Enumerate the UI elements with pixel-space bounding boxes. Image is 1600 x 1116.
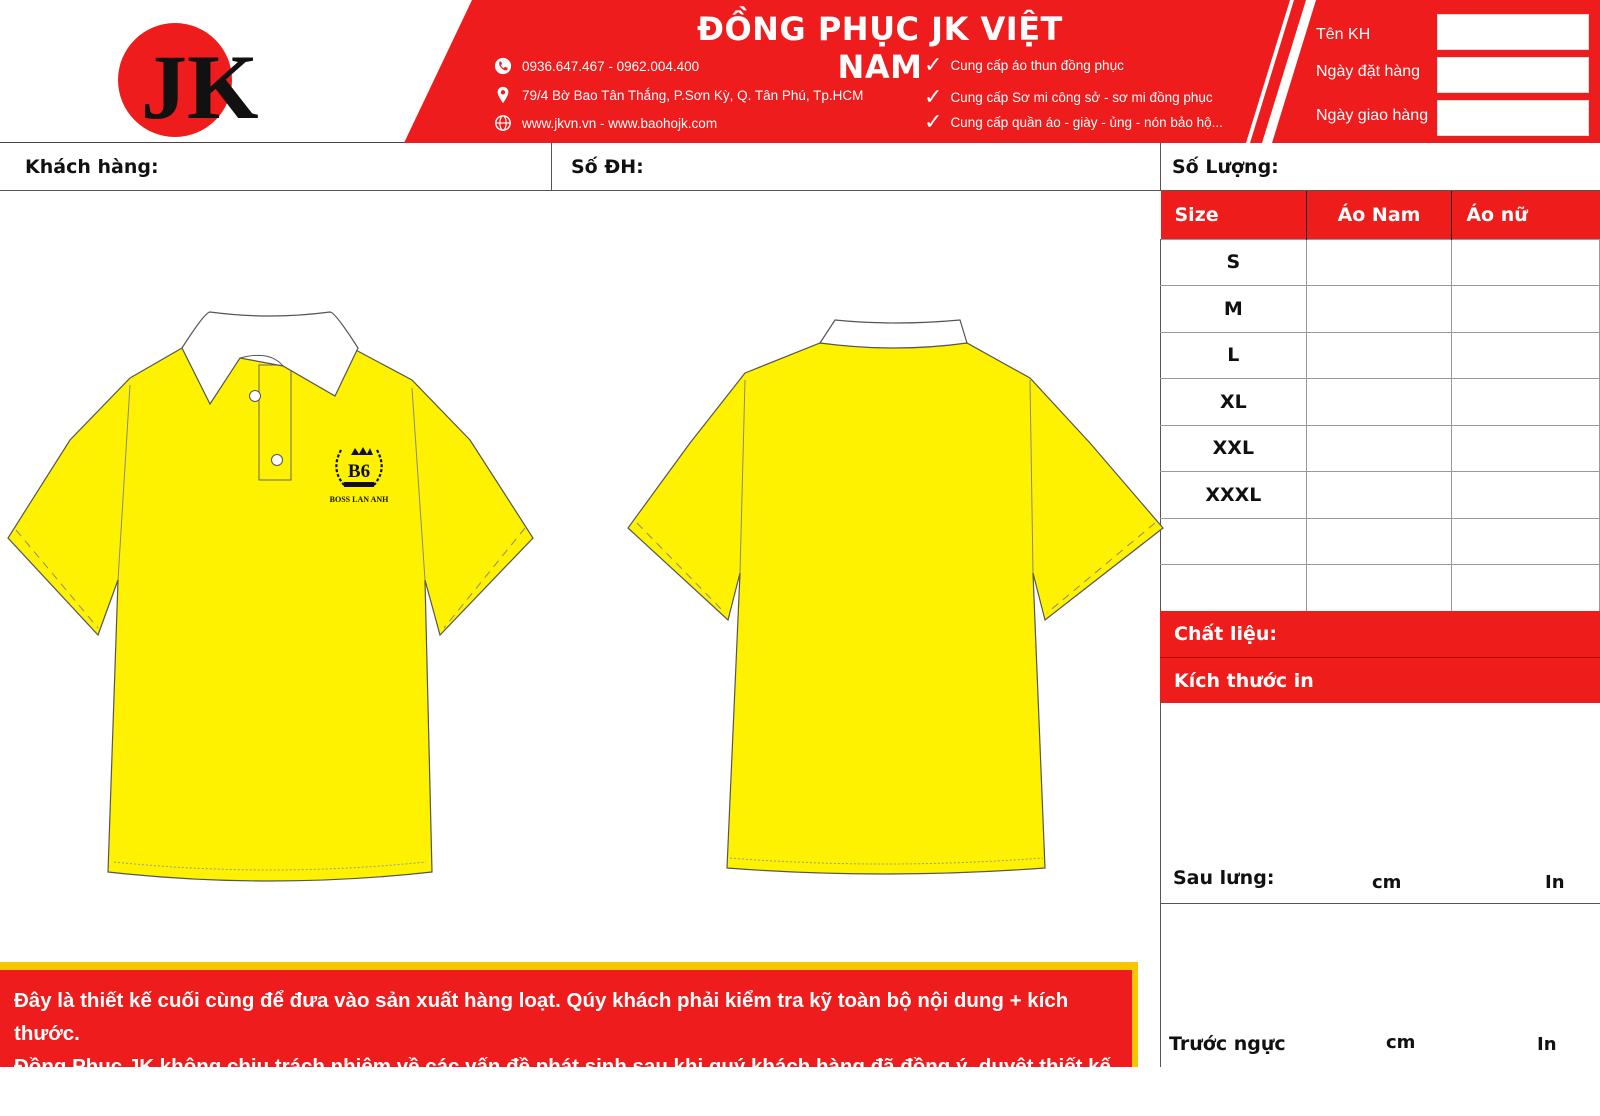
size-cell: S (1161, 239, 1307, 286)
back-unit-cm: cm (1372, 872, 1402, 893)
brand-title: ĐỒNG PHỤC JK VIỆT NAM (697, 10, 1063, 86)
contact-web-text: www.jkvn.vn - www.baohojk.com (522, 115, 718, 131)
quantity-label: Số Lượng: (1172, 156, 1279, 178)
service-item (924, 111, 1223, 133)
contact-address-text: 79/4 Bờ Bao Tân Thắng, P.Sơn Kỳ, Q. Tân Phú, Tp.HCM (522, 87, 864, 103)
customer-label: Khách hàng: (25, 156, 159, 178)
divider (1160, 903, 1600, 904)
table-row (1161, 379, 1600, 426)
size-cell (1161, 565, 1307, 612)
check-icon: ✓ (924, 52, 943, 77)
women-qty-cell[interactable] (1452, 379, 1600, 426)
back-unit-in: In (1545, 872, 1565, 893)
men-qty-cell[interactable] (1306, 472, 1452, 519)
contact-phone-text: 0936.647.467 - 0962.004.400 (522, 58, 700, 74)
front-unit-cm: cm (1386, 1032, 1416, 1053)
table-row (1161, 239, 1600, 286)
table-row (1161, 518, 1600, 565)
contact-web (494, 114, 717, 132)
service-text: Cung cấp quần áo - giày - ủng - nón bảo hộ... (950, 114, 1223, 130)
service-text: Cung cấp Sơ mi công sở - sơ mi đồng phục (950, 89, 1213, 105)
header (0, 0, 1600, 143)
men-qty-cell[interactable] (1306, 239, 1452, 286)
material-label: Chất liệu: (1160, 611, 1600, 657)
size-cell (1161, 518, 1307, 565)
women-qty-cell[interactable] (1452, 425, 1600, 472)
order-date-field[interactable] (1437, 57, 1589, 93)
women-qty-cell[interactable] (1452, 565, 1600, 612)
men-qty-cell[interactable] (1306, 565, 1452, 612)
check-icon: ✓ (924, 84, 943, 109)
size-table (1160, 191, 1600, 612)
jk-logo-icon (115, 10, 259, 138)
men-header: Áo Nam (1306, 191, 1452, 239)
women-qty-cell[interactable] (1452, 472, 1600, 519)
women-qty-cell[interactable] (1452, 286, 1600, 333)
check-icon: ✓ (924, 109, 943, 134)
women-qty-cell[interactable] (1452, 239, 1600, 286)
women-qty-cell[interactable] (1452, 332, 1600, 379)
table-row (1161, 425, 1600, 472)
service-item (924, 54, 1124, 76)
size-cell: L (1161, 332, 1307, 379)
delivery-date-field[interactable] (1437, 100, 1589, 136)
table-row (1161, 286, 1600, 333)
men-qty-cell[interactable] (1306, 379, 1452, 426)
phone-icon (494, 57, 512, 75)
shirt-front-mockup (0, 310, 545, 900)
emblem-caption: BOSS LAN ANH (329, 495, 389, 504)
logo-text: JK (141, 36, 259, 138)
delivery-date-label: Ngày giao hàng (1316, 107, 1429, 124)
front-unit-in: In (1537, 1034, 1557, 1055)
size-cell: XXL (1161, 425, 1307, 472)
order-date-label: Ngày đặt hàng (1316, 63, 1421, 80)
men-qty-cell[interactable] (1306, 286, 1452, 333)
table-row (1161, 472, 1600, 519)
men-qty-cell[interactable] (1306, 518, 1452, 565)
contact-phone (494, 57, 699, 75)
size-cell: M (1161, 286, 1307, 333)
order-info-row (0, 143, 1600, 191)
table-row (1161, 332, 1600, 379)
men-qty-cell[interactable] (1306, 425, 1452, 472)
globe-icon (494, 114, 512, 132)
size-cell: XL (1161, 379, 1307, 426)
women-header: Áo nữ (1452, 191, 1600, 239)
contact-address (494, 86, 863, 104)
emblem-text: B6 (347, 461, 371, 482)
men-qty-cell[interactable] (1306, 332, 1452, 379)
service-text: Cung cấp áo thun đồng phục (950, 57, 1124, 73)
print-size-label: Kích thước in (1160, 657, 1600, 703)
location-pin-icon (494, 86, 512, 104)
women-qty-cell[interactable] (1452, 518, 1600, 565)
disclaimer-notice (0, 962, 1138, 1111)
table-row (1161, 565, 1600, 612)
service-item (924, 86, 1213, 108)
back-print-label: Sau lưng: (1173, 867, 1275, 889)
disclaimer-line-1: Đây là thiết kế cuối cùng để đưa vào sản xuất hàng loạt. Qúy khách phải kiểm tra kỹ toàn bộ nội dung + kích thước. (14, 989, 1069, 1045)
shirt-back-mockup (625, 318, 1170, 893)
size-cell: XXXL (1161, 472, 1307, 519)
order-number-label: Số ĐH: (571, 156, 644, 178)
front-print-label: Trước ngực (1169, 1033, 1286, 1055)
disclaimer-line-2: Đồng Phục JK không chịu trách nhiệm về các vấn đề phát sinh sau khi quý khách hàng đã đồng ý, duyệt thiết kế này. (14, 1055, 1111, 1111)
customer-name-field[interactable] (1437, 14, 1589, 50)
disclaimer-box (0, 970, 1132, 1111)
customer-name-label: Tên KH (1316, 26, 1371, 43)
size-header: Size (1161, 191, 1307, 239)
